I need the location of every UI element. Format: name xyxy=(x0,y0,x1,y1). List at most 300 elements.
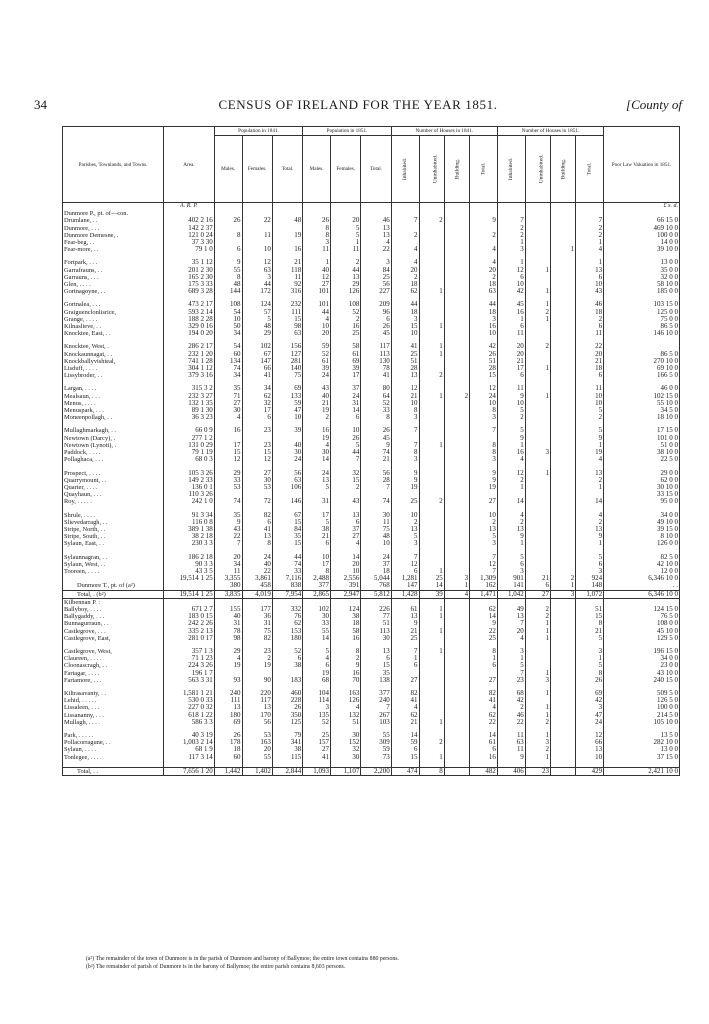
value-cell xyxy=(525,561,550,568)
value-cell: 6 xyxy=(497,323,525,330)
value-cell: 5 xyxy=(331,225,361,232)
value-cell: 5 xyxy=(331,442,361,449)
value-cell: 482 xyxy=(470,767,498,775)
value-cell: 4 xyxy=(391,704,419,711)
value-cell: 15 xyxy=(361,662,391,669)
value-cell: 18 xyxy=(576,309,604,316)
value-cell xyxy=(550,323,575,330)
valuation-cell: 18 10 0 xyxy=(604,414,680,421)
value-cell: 9 xyxy=(470,217,498,224)
value-cell: 1 xyxy=(525,316,550,323)
value-cell xyxy=(550,620,575,627)
valuation-cell: 146 10 0 xyxy=(604,330,680,337)
value-cell: 71 xyxy=(214,393,242,400)
area-cell: 689 3 28 xyxy=(164,288,215,295)
value-cell xyxy=(525,246,550,253)
value-cell: 3 xyxy=(303,704,331,711)
value-cell: 172 xyxy=(242,288,272,295)
value-cell: 156 xyxy=(272,343,302,350)
value-cell: 2 xyxy=(331,484,361,491)
area-cell: 281 0 17 xyxy=(164,635,215,642)
value-cell: 3 xyxy=(497,648,525,655)
value-cell xyxy=(419,554,444,561)
value-cell xyxy=(419,246,444,253)
row-label: Ballyboy, . . . . xyxy=(63,606,164,613)
value-cell: 13 xyxy=(214,704,242,711)
value-cell xyxy=(419,407,444,414)
value-cell: 55 xyxy=(242,754,272,761)
value-cell: 25 xyxy=(391,635,419,642)
area-cell: 402 2 16 xyxy=(164,217,215,224)
row-label: Dunmore P., pt. of—con. xyxy=(63,210,164,217)
value-cell xyxy=(470,225,498,232)
value-cell: 45 xyxy=(361,435,391,442)
value-cell xyxy=(550,554,575,561)
value-cell xyxy=(214,239,242,246)
value-cell: 10 xyxy=(497,281,525,288)
value-cell: 27 xyxy=(214,400,242,407)
table-row xyxy=(63,442,680,449)
value-cell xyxy=(444,400,469,407)
value-cell: 9 xyxy=(214,519,242,526)
value-cell: 54 xyxy=(214,309,242,316)
value-cell: 7 xyxy=(470,427,498,434)
table-row xyxy=(63,704,680,711)
value-cell xyxy=(550,385,575,392)
value-cell: 140 xyxy=(272,365,302,372)
valuation-cell: 42 10 0 xyxy=(604,561,680,568)
row-label: Lehid, . . . . . xyxy=(63,697,164,704)
table-row xyxy=(63,449,680,456)
area-cell: 35 1 12 xyxy=(164,259,215,266)
value-cell: 3 xyxy=(576,704,604,711)
value-cell: 309 xyxy=(361,739,391,746)
area-cell: 71 1 23 xyxy=(164,655,215,662)
table-row xyxy=(63,732,680,739)
value-cell xyxy=(550,767,575,775)
table-row xyxy=(63,519,680,526)
value-cell xyxy=(525,400,550,407)
value-cell: 1 xyxy=(419,343,444,350)
value-cell: 78 xyxy=(361,365,391,372)
value-cell xyxy=(361,491,391,498)
value-cell: 8 xyxy=(242,540,272,547)
value-cell: 49 xyxy=(497,606,525,613)
value-cell: 1 xyxy=(525,267,550,274)
valuation-cell: 12 0 0 xyxy=(604,568,680,575)
value-cell: 16 xyxy=(331,635,361,642)
value-cell xyxy=(550,281,575,288)
value-cell xyxy=(550,635,575,642)
col-valuation: Poor Law Valuation in 1851. xyxy=(604,127,680,203)
value-cell: 7 xyxy=(361,484,391,491)
valuation-cell: 86 5 0 xyxy=(604,351,680,358)
value-cell xyxy=(361,598,391,606)
value-cell: 24 xyxy=(361,554,391,561)
value-cell: 21 xyxy=(361,456,391,463)
value-cell: 2 xyxy=(576,477,604,484)
value-cell: 18 xyxy=(214,746,242,753)
value-cell xyxy=(444,210,469,217)
value-cell: 6 xyxy=(470,662,498,669)
value-cell: 33 xyxy=(214,477,242,484)
value-cell xyxy=(497,210,525,217)
value-cell xyxy=(576,598,604,606)
value-cell: 18 xyxy=(391,309,419,316)
valuation-cell: 23 0 0 xyxy=(604,662,680,669)
table-row xyxy=(63,628,680,635)
row-label: Ballygaddy, . . . xyxy=(63,613,164,620)
value-cell: 5 xyxy=(303,519,331,526)
table-row xyxy=(63,470,680,477)
value-cell: 20 xyxy=(303,330,331,337)
value-cell: 10 xyxy=(497,400,525,407)
value-cell: 901 xyxy=(497,575,525,582)
value-cell: 82 xyxy=(242,635,272,642)
value-cell: 13 xyxy=(391,372,419,379)
value-cell: 178 xyxy=(214,739,242,746)
value-cell xyxy=(525,598,550,606)
value-cell xyxy=(550,498,575,505)
value-cell: 2 xyxy=(331,316,361,323)
value-cell: 13 xyxy=(331,274,361,281)
value-cell xyxy=(444,754,469,761)
value-cell: 4 xyxy=(303,655,331,662)
value-cell xyxy=(525,568,550,575)
value-cell: 10 xyxy=(272,414,302,421)
value-cell: 39 xyxy=(419,590,444,598)
value-cell xyxy=(419,435,444,442)
value-cell: 20 xyxy=(497,351,525,358)
value-cell: 10 xyxy=(214,316,242,323)
value-cell xyxy=(550,442,575,449)
value-cell: 6 xyxy=(391,662,419,669)
value-cell: 1,309 xyxy=(470,575,498,582)
value-cell: 11 xyxy=(242,232,272,239)
value-cell xyxy=(550,561,575,568)
value-cell xyxy=(419,512,444,519)
value-cell xyxy=(444,670,469,677)
value-cell xyxy=(550,526,575,533)
row-label: Claureen, . . . . xyxy=(63,655,164,662)
value-cell xyxy=(550,648,575,655)
row-label: Menuspark, . . . xyxy=(63,407,164,414)
table-row xyxy=(63,456,680,463)
value-cell: 16 xyxy=(470,323,498,330)
value-cell: 9 xyxy=(497,533,525,540)
value-cell xyxy=(550,719,575,726)
value-cell: 130 xyxy=(361,358,391,365)
value-cell xyxy=(214,435,242,442)
value-cell: 47 xyxy=(272,407,302,414)
value-cell: 113 xyxy=(361,628,391,635)
value-cell: 48 xyxy=(361,533,391,540)
value-cell: 30 xyxy=(331,754,361,761)
value-cell xyxy=(550,358,575,365)
value-cell xyxy=(525,477,550,484)
value-cell: 6 xyxy=(525,582,550,590)
value-cell: 18 xyxy=(331,620,361,627)
value-cell xyxy=(550,628,575,635)
value-cell xyxy=(550,697,575,704)
value-cell: 8 xyxy=(576,620,604,627)
value-cell: 14 xyxy=(331,554,361,561)
value-cell: 108 xyxy=(331,301,361,308)
value-cell: 6 xyxy=(497,274,525,281)
value-cell: 1 xyxy=(525,628,550,635)
value-cell: 10 xyxy=(361,540,391,547)
value-cell: 51 xyxy=(576,606,604,613)
value-cell: 7,116 xyxy=(272,575,302,582)
value-cell: 1 xyxy=(576,540,604,547)
value-cell xyxy=(550,217,575,224)
value-cell: 144 xyxy=(214,288,242,295)
value-cell xyxy=(550,746,575,753)
value-cell: 113 xyxy=(361,351,391,358)
value-cell: 13 xyxy=(391,613,419,620)
value-cell: 5 xyxy=(331,232,361,239)
value-cell: 8 xyxy=(391,407,419,414)
row-label: Sylaun, East, . . xyxy=(63,540,164,547)
value-cell: 102 xyxy=(303,606,331,613)
value-cell: 2,947 xyxy=(331,590,361,598)
valuation-cell: 66 15 0 xyxy=(604,217,680,224)
value-cell: 9 xyxy=(361,442,391,449)
value-cell: 5 xyxy=(576,554,604,561)
footnotes xyxy=(86,955,676,971)
value-cell xyxy=(525,259,550,266)
value-cell xyxy=(391,435,419,442)
value-cell: 124 xyxy=(331,606,361,613)
row-label: Sylaunnagran, . . xyxy=(63,554,164,561)
value-cell xyxy=(550,225,575,232)
area-cell: 68 0 3 xyxy=(164,456,215,463)
value-cell: 227 xyxy=(361,288,391,295)
value-cell xyxy=(550,351,575,358)
valuation-cell: 32 0 0 xyxy=(604,274,680,281)
value-cell: 69 xyxy=(214,719,242,726)
value-cell: 1 xyxy=(419,393,444,400)
value-cell: 126 xyxy=(331,697,361,704)
row-label: Sylaun, West, . . xyxy=(63,561,164,568)
area-cell: 586 3 3 xyxy=(164,719,215,726)
value-cell: 124 xyxy=(242,301,272,308)
value-cell: 1 xyxy=(497,239,525,246)
value-cell xyxy=(525,225,550,232)
value-cell xyxy=(391,670,419,677)
value-cell: 5 xyxy=(576,427,604,434)
value-cell xyxy=(525,414,550,421)
value-cell: 76 xyxy=(272,613,302,620)
value-cell: 35 xyxy=(272,533,302,540)
row-label: Pollacorragune, . . xyxy=(63,739,164,746)
value-cell: 3 xyxy=(576,648,604,655)
valuation-cell: 45 10 0 xyxy=(604,628,680,635)
value-cell: 13 xyxy=(361,232,391,239)
value-cell: 7 xyxy=(391,554,419,561)
value-cell xyxy=(550,414,575,421)
value-cell xyxy=(525,385,550,392)
value-cell: 12 xyxy=(242,259,272,266)
table-row xyxy=(63,301,680,308)
value-cell: 147 xyxy=(242,358,272,365)
value-cell: 19 xyxy=(391,484,419,491)
value-cell: 15 xyxy=(391,323,419,330)
value-cell: 2 xyxy=(331,259,361,266)
value-cell: 7 xyxy=(497,670,525,677)
total-row xyxy=(63,590,680,598)
value-cell: 25 xyxy=(391,351,419,358)
value-cell: 3 xyxy=(444,575,469,582)
value-cell xyxy=(419,732,444,739)
value-cell: 16 xyxy=(303,427,331,434)
value-cell: 22 xyxy=(214,533,242,540)
value-cell: 4 xyxy=(470,259,498,266)
row-label: Mealsaun, . . . xyxy=(63,393,164,400)
table-row xyxy=(63,498,680,505)
value-cell: 26 xyxy=(272,704,302,711)
value-cell: 3 xyxy=(576,568,604,575)
value-cell: 21 xyxy=(272,259,302,266)
value-cell: 35 xyxy=(214,385,242,392)
page-header xyxy=(34,97,682,115)
value-cell: 30 xyxy=(303,613,331,620)
value-cell: 63 xyxy=(272,477,302,484)
value-cell xyxy=(419,309,444,316)
value-cell: 62 xyxy=(470,712,498,719)
value-cell: 53 xyxy=(242,732,272,739)
value-cell: 6 xyxy=(272,655,302,662)
value-cell: 7 xyxy=(391,427,419,434)
table-row xyxy=(63,400,680,407)
col-pop1841: Population in 1841. xyxy=(214,127,303,136)
value-cell: 62 xyxy=(470,606,498,613)
row-label: Knockaunnagat, . . xyxy=(63,351,164,358)
value-cell: 31 xyxy=(331,400,361,407)
value-cell xyxy=(419,677,444,684)
value-cell: 138 xyxy=(361,677,391,684)
value-cell: 74 xyxy=(214,365,242,372)
value-cell: 1 xyxy=(525,732,550,739)
value-cell xyxy=(444,358,469,365)
value-cell: 9 xyxy=(470,477,498,484)
value-cell xyxy=(214,670,242,677)
value-cell xyxy=(550,407,575,414)
value-cell: 16 xyxy=(497,449,525,456)
value-cell: 1 xyxy=(497,259,525,266)
table-row xyxy=(63,246,680,253)
value-cell: 13 xyxy=(361,225,391,232)
value-cell: 10 xyxy=(331,568,361,575)
value-cell: 12 xyxy=(391,561,419,568)
value-cell xyxy=(525,372,550,379)
value-cell: 10 xyxy=(576,754,604,761)
valuation-cell: 126 5 0 xyxy=(604,697,680,704)
value-cell xyxy=(444,225,469,232)
value-cell: 1 xyxy=(419,288,444,295)
value-cell: 2 xyxy=(419,217,444,224)
value-cell: 9 xyxy=(391,620,419,627)
value-cell: 18 xyxy=(361,568,391,575)
value-cell: 9 xyxy=(331,662,361,669)
value-cell: 53 xyxy=(214,484,242,491)
value-cell xyxy=(550,470,575,477)
value-cell xyxy=(525,484,550,491)
value-cell: 13 xyxy=(497,526,525,533)
value-cell: 101 xyxy=(303,288,331,295)
value-cell: 135 xyxy=(303,712,331,719)
value-cell: 7 xyxy=(391,442,419,449)
value-cell: 106 xyxy=(272,484,302,491)
col-houses-total-1841: Total. xyxy=(470,136,498,203)
value-cell: 27 xyxy=(470,498,498,505)
value-cell xyxy=(525,358,550,365)
value-cell: 117 xyxy=(361,343,391,350)
area-cell: 165 2 30 xyxy=(164,274,215,281)
value-cell xyxy=(470,670,498,677)
footnote-a: (a²) The remainder of the town of Dunmore is in the parish of Dunmore and barony of Ballymoe; the entire town contains 880 persons. xyxy=(86,956,399,962)
value-cell xyxy=(444,470,469,477)
row-label: Castlegrove, East, xyxy=(63,635,164,642)
value-cell: 17 xyxy=(303,561,331,568)
value-cell: 12 xyxy=(576,732,604,739)
value-cell: 101 xyxy=(303,301,331,308)
value-cell: 90 xyxy=(242,677,272,684)
value-cell xyxy=(419,484,444,491)
value-cell: 12 xyxy=(497,267,525,274)
value-cell: 96 xyxy=(361,309,391,316)
area-cell: 79 1 0 xyxy=(164,246,215,253)
area-cell: 19,514 1 25 xyxy=(164,590,215,598)
value-cell: 180 xyxy=(214,712,242,719)
value-cell: 59 xyxy=(303,343,331,350)
value-cell xyxy=(419,670,444,677)
value-cell: 8 xyxy=(361,414,391,421)
value-cell: 67 xyxy=(242,351,272,358)
valuation-cell: 51 0 0 xyxy=(604,442,680,449)
valuation-cell: 282 10 0 xyxy=(604,739,680,746)
row-label: Garrafrauns, . . xyxy=(63,267,164,274)
value-cell: 32 xyxy=(331,470,361,477)
value-cell: 1 xyxy=(525,393,550,400)
row-label: Lisduff, . . . . xyxy=(63,365,164,372)
value-cell: 15 xyxy=(272,540,302,547)
value-cell: 51 xyxy=(470,358,498,365)
row-label: Knocktee, East, . . xyxy=(63,330,164,337)
value-cell: 63 xyxy=(242,267,272,274)
value-cell: 26 xyxy=(361,323,391,330)
value-cell: 45 xyxy=(497,301,525,308)
value-cell: 1 xyxy=(525,635,550,642)
row-label: Stripe, North, . . xyxy=(63,526,164,533)
value-cell: 1 xyxy=(497,442,525,449)
row-label: Glen, . . . . xyxy=(63,281,164,288)
value-cell: 13 xyxy=(242,533,272,540)
value-cell xyxy=(470,435,498,442)
value-cell: 34 xyxy=(214,372,242,379)
value-cell: 7 xyxy=(391,217,419,224)
value-cell xyxy=(444,330,469,337)
value-cell: 17 xyxy=(242,407,272,414)
value-cell: 37 xyxy=(361,561,391,568)
value-cell: 3 xyxy=(497,568,525,575)
value-cell: 29 xyxy=(214,648,242,655)
value-cell: 19 xyxy=(303,670,331,677)
value-cell: 6 xyxy=(576,274,604,281)
value-cell xyxy=(444,385,469,392)
value-cell: 3,861 xyxy=(242,575,272,582)
value-cell: 10 xyxy=(303,323,331,330)
